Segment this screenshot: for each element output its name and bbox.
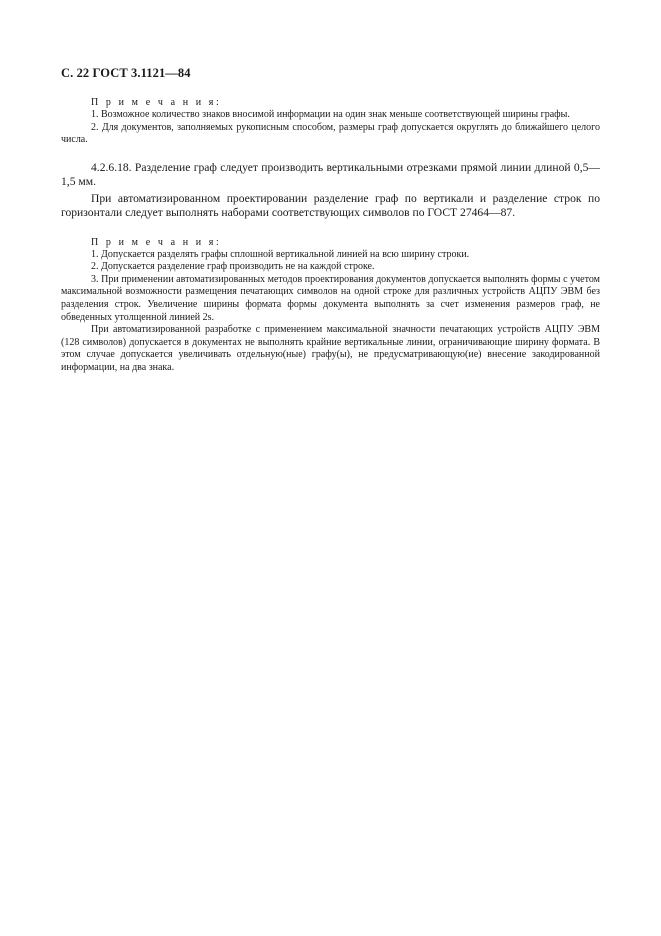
page-content (61, 97, 600, 375)
note-item: 1. Возможное количество знаков вносимой информации на один знак меньше соответствующей ширины графы. (91, 109, 570, 120)
note-item: 1. Допускается разделять графы сплошной вертикальной линией на всю ширину строки. (91, 248, 470, 260)
page-header: С. 22 ГОСТ 3.1121—84 (61, 66, 191, 80)
note-item: При автоматизированной разработке с применением максимальной значности печатающих устройств АЦПУ ЭВМ (128 символов) допускается в документах не выполнять крайние вертикальные линии, ограничивающие ширину формата. В этом случае допускается увеличивать отдельную(ные) графу(ы), не предусматривающую(ие) внесение закодированной информации, на два знака. (61, 324, 600, 373)
body-paragraph: 4.2.6.18. Разделение граф следует производить вертикальными отрезками прямой линии длиной 0,5—1,5 мм. (61, 160, 600, 188)
notes-heading: П р и м е ч а н и я: (91, 97, 222, 108)
note-item: 2. Допускается разделение граф производить не на каждой строке. (91, 261, 375, 273)
notes-heading: П р и м е ч а н и я: (91, 236, 222, 248)
note-item: 3. При применении автоматизированных методов проектирования документов допускается выполнять формы с учетом максимальной возможности размещения печатающих символов на одной строке для различных устройств АЦПУ ЭВМ без разделения строк. Увеличение ширины формата формы документа выполнять за счет изменения размеров граф, не обведенных утолщенной линией 2s. (61, 273, 600, 323)
note-item: 2. Для документов, заполняемых рукописным способом, размеры граф допускается округлять до ближайшего целого числа. (61, 121, 600, 146)
body-paragraph: При автоматизированном проектировании разделение граф по вертикали и разделение строк по горизонтали следует выполнять наборами соответствующих символов по ГОСТ 27464—87. (61, 192, 600, 220)
